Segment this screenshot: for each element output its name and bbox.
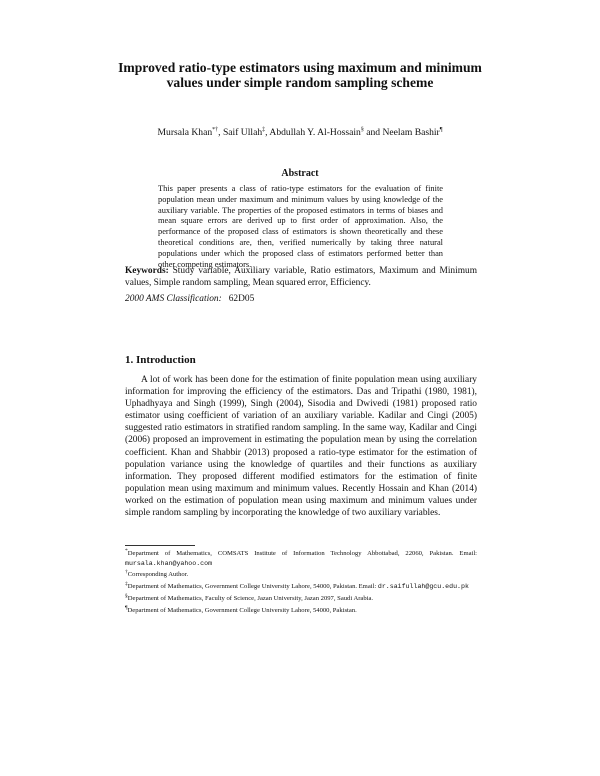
author-name: Mursala Khan (157, 127, 213, 139)
keywords (125, 265, 477, 289)
footnote (125, 568, 477, 580)
ams-classification (125, 294, 254, 304)
author-mark: ‡ (262, 127, 266, 133)
author-name: Abdullah Y. Al-Hossain (269, 127, 361, 139)
author-separator: and (363, 127, 383, 139)
footnote-text: Department of Mathematics, COMSATS Institute of Information Technology Abbottabad, 22060, Pakistan. Email: (127, 550, 477, 558)
footnote-mark: † (125, 569, 128, 576)
footnote-email[interactable]: mursala.khan@yahoo.com (125, 559, 213, 567)
author-list (100, 127, 500, 138)
author-mark: § (360, 127, 364, 133)
ams-code: 62D05 (228, 294, 255, 304)
footnotes (125, 547, 477, 616)
author-name: Neelam Bashir (382, 127, 440, 139)
author-mark: *† (212, 127, 219, 133)
footnote (125, 580, 477, 592)
footnote-email[interactable]: dr.saifullah@gcu.edu.pk (377, 583, 469, 591)
abstract-heading: Abstract (281, 168, 319, 179)
footnote-text: Department of Mathematics, Government College University Lahore, 54000, Pakistan. Email: (127, 583, 378, 591)
section-heading: 1. Introduction (125, 354, 196, 366)
author-name: Saif Ullah (222, 127, 263, 139)
footnote-text: Department of Mathematics, Faculty of Science, Jazan University, Jazan 2097, Saudi Arabia. (127, 595, 374, 603)
footnote (125, 547, 477, 568)
ams-label: 2000 AMS Classification: (125, 294, 222, 304)
footnote-mark: ‡ (125, 581, 128, 588)
footnote-mark: ¶ (125, 604, 128, 611)
footnote-mark: § (125, 592, 128, 599)
abstract-text: This paper presents a class of ratio-type estimators for the evaluation of finite population mean under maximum and minimum values by using knowledge of the auxiliary variable. The properties of the proposed estimators in terms of biases and mean square errors are derived up to first order of approximation. Also, the performance of the proposed class of estimators is shown theoretically and these theoretical conditions are, then, verified numerically by taking three natural populations under which the proposed class of estimators performed better than other competing estimators. (158, 184, 443, 269)
footnote-rule (125, 545, 195, 546)
footnote (125, 592, 477, 604)
keywords-label: Keywords: (125, 266, 169, 276)
paper-title: Improved ratio-type estimators using maximum and minimum values under simple random sampling scheme (118, 60, 482, 90)
footnote (125, 604, 477, 616)
introduction-text: A lot of work has been done for the estimation of finite population mean using auxiliary information for improving the efficiency of the estimators. Das and Tripathi (1980, 1981), Uphadhyaya and Singh (1999), Singh (2004), Sisodia and Dwivedi (1981) proposed ratio estimator using coefficient of variation of an auxiliary variable. Kadilar and Cingi (2005) suggested ratio estimators in stratified random sampling. In the same way, Kadilar and Cingi (2006) proposed an improvement in estimating the population mean by using the correlation coefficient. Khan and Shabbir (2013) proposed a ratio-type estimator for the estimation of population variance using the knowledge of quartiles and their functions as auxiliary information. They proposed different modified estimators for the estimation of finite population mean using maximum and minimum values. Recently Hossain and Khan (2014) worked on the estimation of population mean using maximum and minimum values under simple random sampling by incorporating the knowledge of two auxiliary variables. (125, 375, 477, 519)
footnote-text: Corresponding Author. (127, 571, 189, 579)
footnote-mark: * (125, 548, 128, 554)
keywords-text: Study variable, Auxiliary variable, Ratio estimators, Maximum and Minimum values, Simple random sampling, Mean squared error, Efficiency. (125, 266, 477, 288)
footnote-text: Department of Mathematics, Government College University Lahore, 54000, Pakistan. (127, 606, 357, 614)
author-separator: , (265, 127, 270, 139)
author-separator: , (218, 127, 223, 139)
author-mark: ¶ (439, 127, 443, 133)
